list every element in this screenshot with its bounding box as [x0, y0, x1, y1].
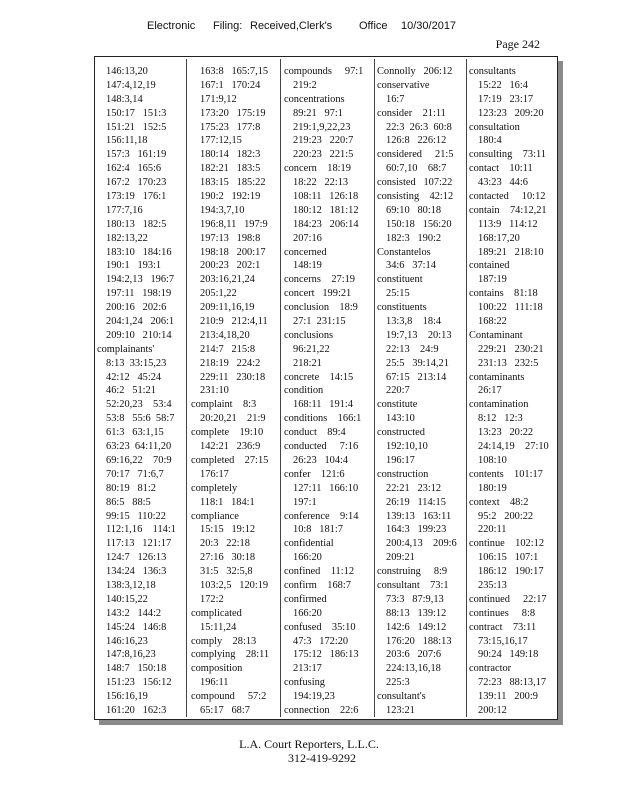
- index-reference: 209:21: [386, 552, 415, 564]
- index-reference: 156:11,18: [106, 135, 148, 147]
- column-divider: [186, 59, 187, 717]
- index-reference: 190:2 192:19: [200, 191, 261, 203]
- index-term: compounds 97:1: [284, 66, 364, 77]
- index-reference: 108:10: [478, 454, 507, 466]
- index-term: consisting 42:12: [377, 191, 454, 203]
- index-reference: 117:13 121:17: [106, 538, 172, 550]
- index-term: continue 102:12: [469, 538, 545, 550]
- index-term: constituent: [377, 274, 423, 286]
- index-term: context 48:2: [469, 496, 529, 508]
- index-reference: 161:20 162:3: [106, 704, 167, 715]
- index-reference: 151:21 152:5: [106, 121, 167, 133]
- index-reference: 20:3 22:18: [200, 538, 250, 550]
- index-column-4: [377, 65, 465, 715]
- index-reference: 52:20,23 53:4: [106, 399, 172, 411]
- index-reference: 200:23 202:1: [200, 260, 261, 272]
- index-reference: 148:19: [293, 260, 322, 272]
- index-term: conduct 89:4: [284, 427, 346, 439]
- index-reference: 182:21 183:5: [200, 163, 261, 175]
- index-reference: 148:7 150:18: [106, 663, 167, 675]
- header-electronic: Electronic: [147, 20, 196, 32]
- index-reference: 146:13,20: [106, 66, 148, 77]
- index-reference: 22:21 23:12: [386, 482, 442, 494]
- index-term: consultant 73:1: [377, 579, 449, 591]
- index-term: confirmed: [284, 593, 327, 605]
- index-reference: 200:16 202:6: [106, 302, 167, 314]
- index-term: contain 74:12,21: [469, 204, 547, 216]
- index-term: conducted 7:16: [284, 441, 359, 453]
- index-reference: 167:2 170:23: [106, 177, 167, 189]
- index-reference: 124:7 126:13: [106, 552, 167, 564]
- index-term: composition: [191, 663, 243, 675]
- index-term: continued 22:17: [469, 593, 547, 605]
- index-term: concern 18:19: [284, 163, 351, 175]
- index-reference: 67:15 213:14: [386, 371, 447, 383]
- index-reference: 173:19 176:1: [106, 191, 167, 203]
- index-term: constructed: [377, 427, 425, 439]
- index-reference: 168:22: [478, 316, 507, 328]
- index-term: connection 22:6: [284, 704, 359, 715]
- index-term: conclusions: [284, 329, 334, 341]
- index-reference: 229:21 230:21: [478, 343, 544, 355]
- index-reference: 42:12 45:24: [106, 371, 162, 383]
- index-reference: 200:12: [478, 704, 507, 715]
- index-term: contents 101:17: [469, 468, 543, 480]
- index-reference: 112:1,16 114:1: [106, 524, 176, 536]
- index-term: contact 10:11: [469, 163, 533, 175]
- index-term: consultation: [469, 121, 520, 133]
- index-reference: 10:8 181:7: [293, 524, 343, 536]
- index-term: contract 73:11: [469, 621, 537, 633]
- index-term: contains 81:18: [469, 288, 538, 300]
- index-reference: 22:3 26:3 60:8: [386, 121, 452, 133]
- index-reference: 210:9 212:4,11: [200, 316, 268, 328]
- index-reference: 180:14 182:3: [200, 149, 261, 161]
- index-reference: 203:6 207:6: [386, 649, 442, 661]
- index-column-3: [284, 65, 372, 715]
- index-term: concrete 14:15: [284, 371, 354, 383]
- index-reference: 180:4: [478, 135, 502, 147]
- index-reference: 167:1 170:24: [200, 79, 261, 91]
- index-reference: 176:20 188:13: [386, 635, 452, 647]
- index-term: complying 28:11: [191, 649, 270, 661]
- index-term: continues 8:8: [469, 607, 536, 619]
- index-reference: 157:3 161:19: [106, 149, 167, 161]
- index-reference: 148:3,14: [106, 93, 143, 105]
- index-term: conditions 166:1: [284, 413, 362, 425]
- index-column-1: [97, 65, 183, 715]
- index-term: confused 35:10: [284, 621, 356, 633]
- index-reference: 100:22 111:18: [478, 302, 543, 314]
- index-reference: 197:11 198:19: [106, 288, 172, 300]
- index-reference: 196:11: [200, 677, 229, 689]
- index-reference: 143:10: [386, 413, 415, 425]
- index-reference: 194:2,13 196:7: [106, 274, 175, 286]
- index-term: consultant's: [377, 691, 426, 703]
- index-reference: 220:11: [478, 524, 507, 536]
- index-reference: 150:18 156:20: [386, 218, 452, 230]
- index-term: confer 121:6: [284, 468, 345, 480]
- index-reference: 197:1: [293, 496, 317, 508]
- index-reference: 183:15 185:22: [200, 177, 266, 189]
- index-term: complaint 8:3: [191, 399, 257, 411]
- index-reference: 69:16,22 70:9: [106, 454, 172, 466]
- index-reference: 80:19 81:2: [106, 482, 156, 494]
- index-reference: 20:20,21 21:9: [200, 413, 266, 425]
- header-date: 10/30/2017: [401, 20, 457, 32]
- index-reference: 89:21 97:1: [293, 107, 343, 119]
- index-term: compound 57:2: [191, 691, 267, 703]
- index-reference: 176:17: [200, 468, 229, 480]
- index-reference: 182:13,22: [106, 232, 148, 244]
- index-reference: 231:10: [200, 385, 229, 397]
- index-reference: 134:24 136:3: [106, 566, 167, 578]
- index-reference: 25:15: [386, 288, 410, 300]
- index-reference: 34:6 37:14: [386, 260, 436, 272]
- index-reference: 177:12,15: [200, 135, 242, 147]
- index-term: consultants: [469, 66, 516, 77]
- index-reference: 145:24 146:8: [106, 621, 167, 633]
- index-reference: 235:13: [478, 579, 507, 591]
- index-reference: 187:19: [478, 274, 507, 286]
- index-reference: 229:11 230:18: [200, 371, 266, 383]
- column-divider: [374, 59, 375, 717]
- index-reference: 15:22 16:4: [478, 79, 528, 91]
- index-reference: 213:17: [293, 663, 322, 675]
- footer-company: L.A. Court Reporters, L.L.C.: [239, 737, 379, 751]
- index-reference: 204:1,24 206:1: [106, 316, 175, 328]
- index-reference: 168:17,20: [478, 232, 520, 244]
- index-reference: 183:10 184:16: [106, 246, 172, 258]
- index-reference: 214:7 215:8: [200, 343, 256, 355]
- footer: [0, 737, 618, 765]
- index-reference: 140:15,22: [106, 593, 148, 605]
- index-reference: 63:23 64:11,20: [106, 441, 172, 453]
- index-column-5: [469, 65, 555, 715]
- index-term: consulting 73:11: [469, 149, 546, 161]
- index-term: confidential: [284, 538, 334, 550]
- index-reference: 16:7: [386, 93, 405, 105]
- index-term: conference 9:14: [284, 510, 359, 522]
- index-reference: 15:15 19:12: [200, 524, 256, 536]
- index-reference: 180:19: [478, 482, 507, 494]
- index-reference: 118:1 184:1: [200, 496, 255, 508]
- index-term: confirm 168:7: [284, 579, 351, 591]
- index-reference: 218:19 224:2: [200, 357, 261, 369]
- index-reference: 95:2 200:22: [478, 510, 534, 522]
- index-reference: 22:13 24:9: [386, 343, 439, 355]
- index-reference: 46:2 51:21: [106, 385, 156, 397]
- index-term: construing 8:9: [377, 566, 448, 578]
- index-term: Constantelos: [377, 246, 431, 258]
- index-term: concerns 27:19: [284, 274, 355, 286]
- index-reference: 156:16,19: [106, 691, 148, 703]
- index-reference: 194:19,23: [293, 691, 335, 703]
- index-term: complicated: [191, 607, 242, 619]
- index-term: condition: [284, 385, 324, 397]
- index-reference: 26:19 114:15: [386, 496, 446, 508]
- index-reference: 18:22 22:13: [293, 177, 349, 189]
- index-reference: 13:23 20:22: [478, 427, 534, 439]
- index-reference: 19:7,13 20:13: [386, 329, 452, 341]
- index-reference: 205:1,22: [200, 288, 237, 300]
- index-reference: 194:3,7,10: [200, 204, 245, 216]
- index-reference: 213:4,18,20: [200, 329, 250, 341]
- index-reference: 123:23 209:20: [478, 107, 544, 119]
- index-reference: 26:23 104:4: [293, 454, 349, 466]
- index-reference: 61:3 63:1,15: [106, 427, 164, 439]
- index-reference: 197:13 198:8: [200, 232, 261, 244]
- index-reference: 139:11 200:9: [478, 691, 538, 703]
- index-reference: 106:15 107:1: [478, 552, 539, 564]
- header-received: Received,Clerk's: [250, 20, 333, 32]
- index-frame: [94, 56, 558, 720]
- index-reference: 103:2,5 120:19: [200, 579, 269, 591]
- index-term: comply 28:13: [191, 635, 257, 647]
- index-reference: 123:21: [386, 704, 415, 715]
- index-term: concentrations: [284, 93, 345, 105]
- index-reference: 182:3 190:2: [386, 232, 442, 244]
- index-reference: 43:23 44:6: [478, 177, 528, 189]
- index-reference: 186:12 190:17: [478, 566, 544, 578]
- index-term: complainants': [97, 343, 155, 355]
- index-reference: 172:2: [200, 593, 224, 605]
- index-term: concerned: [284, 246, 327, 258]
- index-reference: 173:20 175:19: [200, 107, 266, 119]
- index-reference: 150:17 151:3: [106, 107, 167, 119]
- column-divider: [466, 59, 467, 717]
- index-reference: 17:19 23:17: [478, 93, 534, 105]
- index-reference: 209:10 210:14: [106, 329, 172, 341]
- index-reference: 53:8 55:6 58:7: [106, 413, 175, 425]
- index-reference: 200:4,13 209:6: [386, 538, 457, 550]
- index-reference: 13:3,8 18:4: [386, 316, 442, 328]
- index-reference: 151:23 156:12: [106, 677, 172, 689]
- index-reference: 27:1 231:15: [293, 316, 346, 328]
- index-reference: 180:13 182:5: [106, 218, 167, 230]
- index-reference: 177:7,16: [106, 204, 143, 216]
- index-reference: 164:3 199:23: [386, 524, 447, 536]
- index-reference: 8:13 33:15,23: [106, 357, 167, 369]
- index-term: considered 21:5: [377, 149, 454, 161]
- index-reference: 60:7,10 68:7: [386, 163, 447, 175]
- index-column-2: [191, 65, 279, 715]
- index-reference: 88:13 139:12: [386, 607, 447, 619]
- index-reference: 99:15 110:22: [106, 510, 166, 522]
- index-reference: 25:5 39:14,21: [386, 357, 449, 369]
- index-term: consisted 107:22: [377, 177, 453, 189]
- index-reference: 231:13 232:5: [478, 357, 539, 369]
- index-reference: 90:24 149:18: [478, 649, 539, 661]
- index-term: conclusion 18:9: [284, 302, 358, 314]
- column-divider: [280, 59, 281, 717]
- index-term: completely: [191, 482, 238, 494]
- index-reference: 127:11 166:10: [293, 482, 359, 494]
- index-reference: 139:13 163:11: [386, 510, 452, 522]
- index-reference: 15:11,24: [200, 621, 237, 633]
- index-reference: 86:5 88:5: [106, 496, 151, 508]
- index-reference: 70:17 71:6,7: [106, 468, 164, 480]
- index-term: contained: [469, 260, 510, 272]
- index-reference: 190:1 193:1: [106, 260, 162, 272]
- index-reference: 166:20: [293, 607, 322, 619]
- index-reference: 24:14,19 27:10: [478, 441, 549, 453]
- index-reference: 175:12 186:13: [293, 649, 359, 661]
- index-reference: 96:21,22: [293, 343, 330, 355]
- index-reference: 147:8,16,23: [106, 649, 156, 661]
- index-reference: 163:8 165:7,15: [200, 66, 269, 77]
- index-reference: 171:9,12: [200, 93, 237, 105]
- index-reference: 65:17 68:7: [200, 704, 250, 715]
- index-reference: 225:3: [386, 677, 410, 689]
- header-office: Office: [359, 20, 388, 32]
- index-term: confusing: [284, 677, 325, 689]
- index-term: completed 27:15: [191, 454, 269, 466]
- page-number: Page 242: [495, 37, 540, 51]
- index-term: compliance: [191, 510, 239, 522]
- index-reference: 146:16,23: [106, 635, 148, 647]
- footer-phone: 312-419-9292: [288, 751, 356, 765]
- index-reference: 113:9 114:12: [478, 218, 538, 230]
- index-reference: 219:1,9,22,23: [293, 121, 351, 133]
- index-reference: 47:3 172:20: [293, 635, 349, 647]
- index-term: Contaminant: [469, 329, 523, 341]
- index-reference: 27:16 30:18: [200, 552, 256, 564]
- index-term: confined 11:12: [284, 566, 355, 578]
- index-reference: 218:21: [293, 357, 322, 369]
- index-reference: 72:23 88:13,17: [478, 677, 547, 689]
- index-reference: 142:21 236:9: [200, 441, 261, 453]
- index-reference: 196:17: [386, 454, 415, 466]
- index-reference: 168:11 191:4: [293, 399, 353, 411]
- index-term: contractor: [469, 663, 512, 675]
- index-reference: 198:18 200:17: [200, 246, 266, 258]
- index-reference: 73:3 87:9,13: [386, 593, 444, 605]
- index-reference: 108:11 126:18: [293, 191, 359, 203]
- index-reference: 219:23 220:7: [293, 135, 354, 147]
- index-reference: 126:8 226:12: [386, 135, 447, 147]
- index-term: construction: [377, 468, 429, 480]
- index-reference: 203:16,21,24: [200, 274, 255, 286]
- index-term: contaminants: [469, 371, 525, 383]
- index-reference: 31:5 32:5,8: [200, 566, 253, 578]
- index-term: contamination: [469, 399, 529, 411]
- index-reference: 196:8,11 197:9: [200, 218, 268, 230]
- index-reference: 219:2: [293, 79, 317, 91]
- index-reference: 220:23 221:5: [293, 149, 354, 161]
- index-reference: 180:12 181:12: [293, 204, 359, 216]
- index-reference: 26:17: [478, 385, 502, 397]
- index-reference: 184:23 206:14: [293, 218, 359, 230]
- index-term: conservative: [377, 79, 430, 91]
- index-term: contacted 10:12: [469, 191, 546, 203]
- index-reference: 224:13,16,18: [386, 663, 441, 675]
- index-reference: 138:3,12,18: [106, 579, 156, 591]
- index-reference: 220:7: [386, 385, 410, 397]
- index-reference: 209:11,16,19: [200, 302, 255, 314]
- index-reference: 207:16: [293, 232, 322, 244]
- index-reference: 143:2 144:2: [106, 607, 162, 619]
- index-reference: 192:10,10: [386, 441, 428, 453]
- index-term: consider 21:11: [377, 107, 446, 119]
- index-term: constitute: [377, 399, 418, 411]
- index-term: constituents: [377, 302, 427, 314]
- header-filing: Filing:: [213, 20, 243, 32]
- index-reference: 69:10 80:18: [386, 204, 442, 216]
- index-reference: 166:20: [293, 552, 322, 564]
- index-reference: 142:6 149:12: [386, 621, 447, 633]
- index-reference: 73:15,16,17: [478, 635, 528, 647]
- index-reference: 189:21 218:10: [478, 246, 544, 258]
- index-reference: 8:12 12:3: [478, 413, 523, 425]
- index-term: concert 199:21: [284, 288, 352, 300]
- index-term: Connolly 206:12: [377, 66, 453, 77]
- index-term: complete 19:10: [191, 427, 264, 439]
- index-reference: 147:4,12,19: [106, 79, 156, 91]
- index-reference: 162:4 165:6: [106, 163, 162, 175]
- index-reference: 175:23 177:8: [200, 121, 261, 133]
